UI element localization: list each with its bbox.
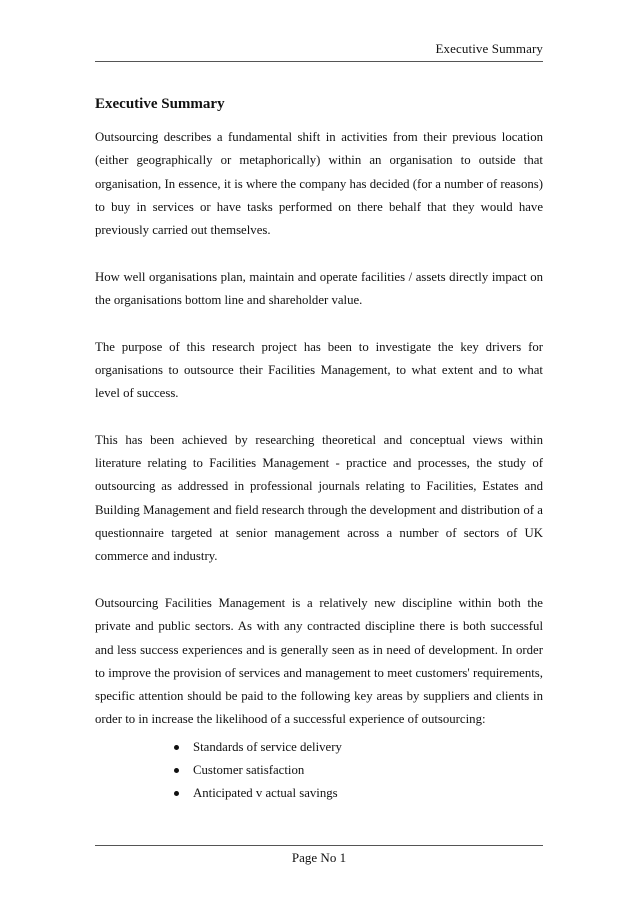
section-title: Executive Summary [95,96,225,112]
paragraph-facilities-impact: How well organisations plan, maintain and operate facilities / assets directly impact on the organisations bottom line and shareholder value. [95,269,543,308]
key-areas-list [95,736,543,806]
bullet-icon [174,745,179,750]
bullet-icon [174,791,179,796]
document-body [95,94,543,806]
footer-divider [95,845,543,846]
list-item [171,782,543,805]
list-item-text: Customer satisfaction [193,763,305,778]
running-header-title: Executive Summary [435,41,543,56]
paragraph-key-areas: Outsourcing Facilities Management is a relatively new discipline within both the private and public sectors. As with any contracted discipline there is both successful and less success experiences and is generally seen as in need of development. In order to improve the provision of services and management to meet customers' requirements, specific attention should be paid to the following key areas by suppliers and clients in order to in increase the likelihood of a successful experience of outsourcing: [95,595,543,727]
paragraph-research-method: This has been achieved by researching theoretical and conceptual views within literature relating to Facilities Management - practice and processes, the study of outsourcing as addressed in professional journals relating to Facilities, Estates and Building Management and field research through the development and distribution of a questionnaire targeted at senior management across a number of sectors of UK commerce and industry. [95,432,543,564]
list-item-text: Standards of service delivery [193,739,342,754]
list-item [171,759,543,782]
paragraph-research-purpose: The purpose of this research project has been to investigate the key drivers for organisations to outsource their Facilities Management, to what extent and to what level of success. [95,339,543,401]
header-divider [95,61,543,62]
bullet-icon [174,768,179,773]
paragraph-outsourcing-definition: Outsourcing describes a fundamental shift in activities from their previous location (either geographically or metaphorically) within an organisation to outside that organisation, In essence, it is where the company has decided (for a number of reasons) to buy in services or have tasks performed on there behalf that they would have previously carried out themselves. [95,130,543,238]
list-item-text: Anticipated v actual savings [193,786,338,801]
page-number: Page No 1 [291,850,347,865]
list-item [171,736,543,759]
